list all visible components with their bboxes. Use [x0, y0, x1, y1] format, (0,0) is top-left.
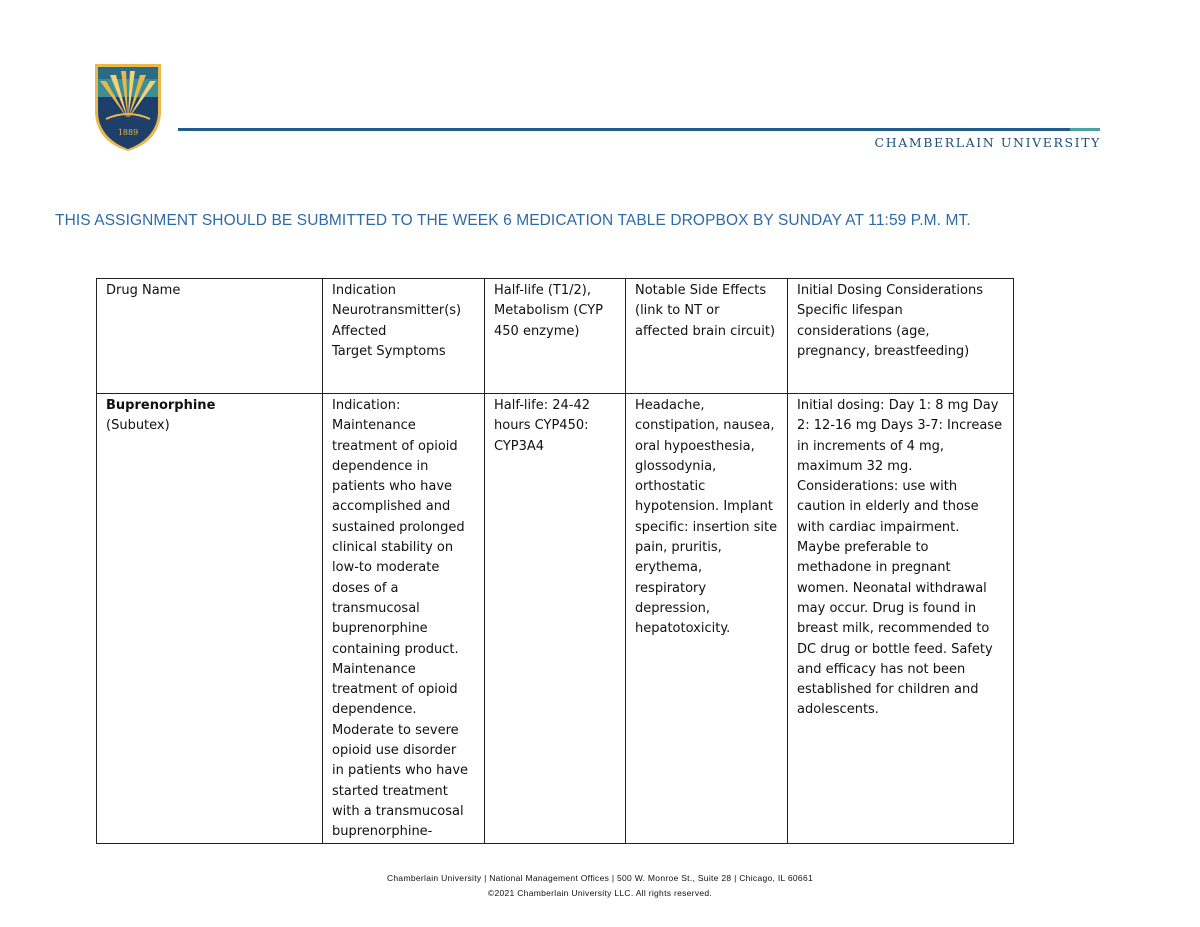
header-drug-name: Drug Name [97, 279, 323, 394]
header-rule-accent [1070, 128, 1100, 131]
cell-dosing: Initial dosing: Day 1: 8 mg Day 2: 12-16 mg Days 3-7: Increase in increments of 4 mg, maximum 32 mg. Considerations: use with caution in elderly and those with cardiac impairment. Maybe preferable to methadone in pregnant women. Neonatal withdrawal may occur. Drug is found in breast milk, recommended to DC drug or bottle feed. Safety and efficacy has not been established for children and adolescents. [788, 394, 1014, 844]
header-half-life: Half-life (T1/2), Metabolism (CYP 450 enzyme) [485, 279, 626, 394]
university-name: CHAMBERLAIN UNIVERSITY [874, 135, 1101, 150]
table-header-row [97, 279, 1014, 394]
drug-brand: (Subutex) [106, 418, 170, 434]
submission-notice: THIS ASSIGNMENT SHOULD BE SUBMITTED TO THE WEEK 6 MEDICATION TABLE DROPBOX BY SUNDAY AT 11:59 P.M. MT. [55, 212, 971, 229]
cell-drug-name [97, 394, 323, 844]
medication-table [96, 278, 1014, 844]
drug-name: Buprenorphine [106, 398, 216, 413]
table-row [97, 394, 1014, 844]
header-side-effects: Notable Side Effects (link to NT or affected brain circuit) [626, 279, 788, 394]
cell-side-effects: Headache, constipation, nausea, oral hypoesthesia, glossodynia, orthostatic hypotension. Implant specific: insertion site pain, pruritis, erythema, respiratory depression, hepatotoxicity. [626, 394, 788, 844]
logo-year: 1889 [117, 128, 139, 137]
cell-indication: Indication: Maintenance treatment of opioid dependence in patients who have accomplished and sustained prolonged clinical stability on low-to moderate doses of a transmucosal buprenorphine containing product. Maintenance treatment of opioid dependence. Moderate to severe opioid use disorder in patients who have started treatment with a transmucosal buprenorphine- [323, 394, 485, 844]
header-rule [178, 128, 1100, 131]
footer-address: Chamberlain University | National Management Offices | 500 W. Monroe St., Suite 28 | Chicago, IL 60661 [386, 873, 814, 883]
header-indication: Indication Neurotransmitter(s) Affected Target Symptoms [323, 279, 485, 394]
header-dosing: Initial Dosing Considerations Specific lifespan considerations (age, pregnancy, breastfeeding) [788, 279, 1014, 394]
cell-half-life: Half-life: 24-42 hours CYP450: CYP3A4 [485, 394, 626, 844]
chamberlain-shield-logo [92, 61, 164, 151]
footer-copyright: ©2021 Chamberlain University LLC. All rights reserved. [487, 888, 713, 898]
